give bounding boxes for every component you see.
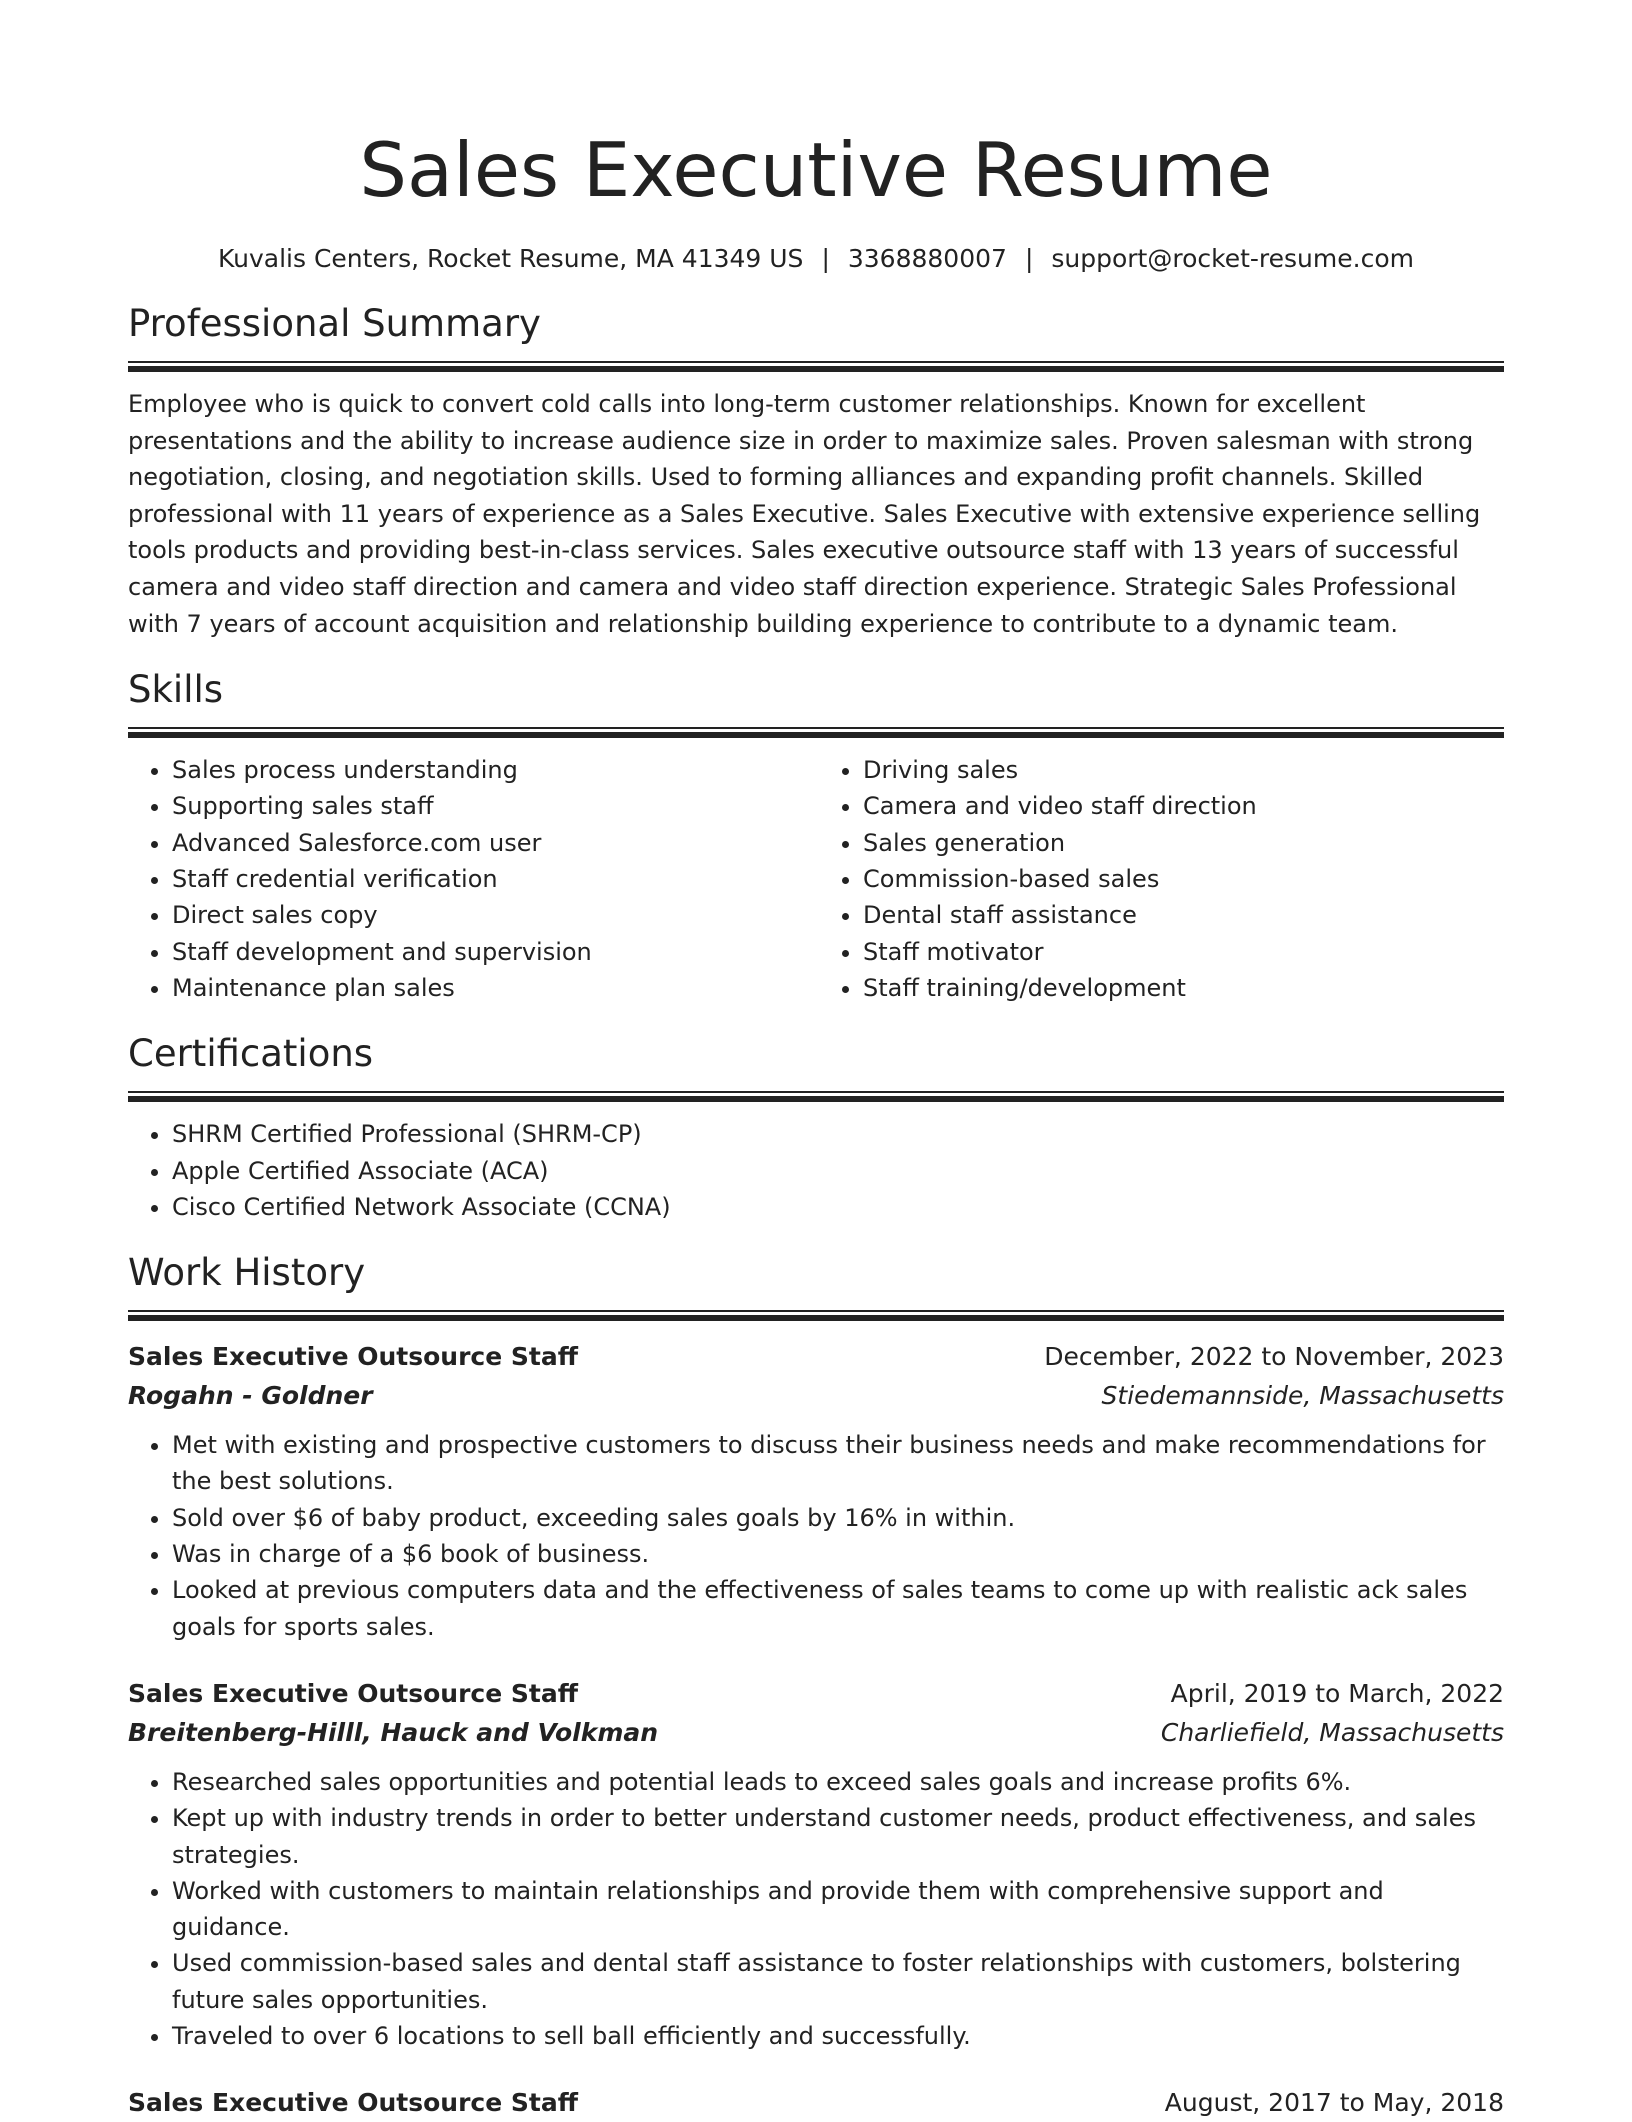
certifications-section [128, 1029, 1504, 1225]
skill-item: • Commission-based sales [863, 861, 1504, 897]
job-dates: December, 2022 to November, 2023 [1044, 1342, 1504, 1372]
job-title: Sales Executive Outsource Staff [128, 1342, 578, 1372]
skills-section [128, 665, 1504, 1006]
contact-separator: | [1024, 244, 1034, 273]
skill-item: • Dental staff assistance [863, 897, 1504, 933]
job-bullet: • Looked at previous computers data and the effectiveness of sales teams to come up with realistic ack sales goals for sports sales. [172, 1572, 1504, 1645]
resume-page [128, 0, 1504, 2122]
summary-section [128, 299, 1504, 642]
job-company: Rogahn - Goldner [128, 1381, 373, 1411]
skill-item: • Advanced Salesforce.com user [172, 825, 813, 861]
job-bullet: • Researched sales opportunities and potential leads to exceed sales goals and increase profits 6%. [172, 1764, 1504, 1800]
job-bullet: • Kept up with industry trends in order to better understand customer needs, product effectiveness, and sales strategies. [172, 1800, 1504, 1873]
job-subheader [128, 1713, 1504, 1752]
job-subheader [128, 1376, 1504, 1415]
contact-line [128, 242, 1504, 276]
job-bullet: • Was in charge of a $6 book of business. [172, 1536, 1504, 1572]
summary-heading: Professional Summary [128, 302, 541, 345]
job-title: Sales Executive Outsource Staff [128, 1678, 578, 1708]
skills-list-left [128, 752, 813, 1006]
contact-email: support@rocket-resume.com [1051, 244, 1414, 273]
contact-separator: | [821, 244, 830, 273]
skill-item: • Staff motivator [863, 934, 1504, 970]
skills-grid [128, 752, 1504, 1006]
work-history-section [128, 1248, 1504, 2122]
skill-item: • Staff credential verification [172, 861, 813, 897]
job-dates: April, 2019 to March, 2022 [1170, 1678, 1504, 1708]
skill-item: • Staff training/development [863, 970, 1504, 1006]
resume-title: Sales Executive Resume [359, 126, 1273, 214]
job-bullet: • Sold over $6 of baby product, exceeding sales goals by 16% in within. [172, 1500, 1504, 1536]
job-company: Breitenberg-Hilll, Hauck and Volkman [128, 1717, 659, 1747]
job-entry [128, 2083, 1504, 2122]
job-location: Stiedemannside, Massachusetts [1101, 1381, 1504, 1411]
job-bullet: • Worked with customers to maintain relationships and provide them with comprehensive support and guidance. [172, 1873, 1504, 1946]
job-dates: August, 2017 to May, 2018 [1164, 2088, 1504, 2118]
job-header [128, 1674, 1504, 1713]
job-header [128, 2083, 1504, 2122]
skill-item: • Sales generation [863, 825, 1504, 861]
job-location: Charliefield, Massachusetts [1160, 1717, 1504, 1747]
skill-item: • Sales process understanding [172, 752, 813, 788]
skill-item: • Staff development and supervision [172, 934, 813, 970]
contact-phone: 3368880007 [847, 244, 1007, 273]
certifications-list [128, 1116, 1504, 1225]
contact-address: Kuvalis Centers, Rocket Resume, MA 41349 US [218, 244, 804, 273]
skill-item: • Camera and video staff direction [863, 788, 1504, 824]
certification-item: • Apple Certified Associate (ACA) [172, 1153, 1504, 1189]
section-divider [128, 727, 1504, 738]
job-entry [128, 1337, 1504, 1645]
job-entry [128, 1674, 1504, 2054]
job-bullet: • Met with existing and prospective customers to discuss their business needs and make recommendations for the best solutions. [172, 1427, 1504, 1500]
certifications-heading: Certifications [128, 1032, 374, 1076]
skills-heading: Skills [128, 668, 224, 712]
skill-item: • Driving sales [863, 752, 1504, 788]
job-bullet: • Used commission-based sales and dental staff assistance to foster relationships with customers, bolstering future sales opportunities. [172, 1945, 1504, 2018]
skill-item: • Direct sales copy [172, 897, 813, 933]
section-divider [128, 1091, 1504, 1102]
job-bullets [128, 1764, 1504, 2054]
summary-text: Employee who is quick to convert cold calls into long-term customer relationships. Known for excellent presentations and the ability to increase audience size in order to maximize sales. Proven salesman with strong negotiation, closing, and negotiation skills. Used to forming alliances and expanding profit channels. Skilled professional with 11 years of experience as a Sales Executive. Sales Executive with extensive experience selling tools products and providing best-in-class services. Sales executive outsource staff with 13 years of successful camera and video staff direction and camera and video staff direction experience. Strategic Sales Professional with 7 years of account acquisition and relationship building experience to contribute to a dynamic team. [128, 390, 1481, 638]
work-history-heading: Work History [128, 1251, 366, 1295]
section-divider [128, 361, 1504, 372]
section-divider [128, 1310, 1504, 1321]
skill-item: • Maintenance plan sales [172, 970, 813, 1006]
skill-item: • Supporting sales staff [172, 788, 813, 824]
job-bullets [128, 1427, 1504, 1645]
job-title: Sales Executive Outsource Staff [128, 2088, 578, 2118]
skills-list-right [813, 752, 1504, 1006]
certification-item: • SHRM Certified Professional (SHRM-CP) [172, 1116, 1504, 1152]
job-bullet: • Traveled to over 6 locations to sell ball efficiently and successfully. [172, 2018, 1504, 2054]
certification-item: • Cisco Certified Network Associate (CCNA) [172, 1189, 1504, 1225]
job-header [128, 1337, 1504, 1376]
